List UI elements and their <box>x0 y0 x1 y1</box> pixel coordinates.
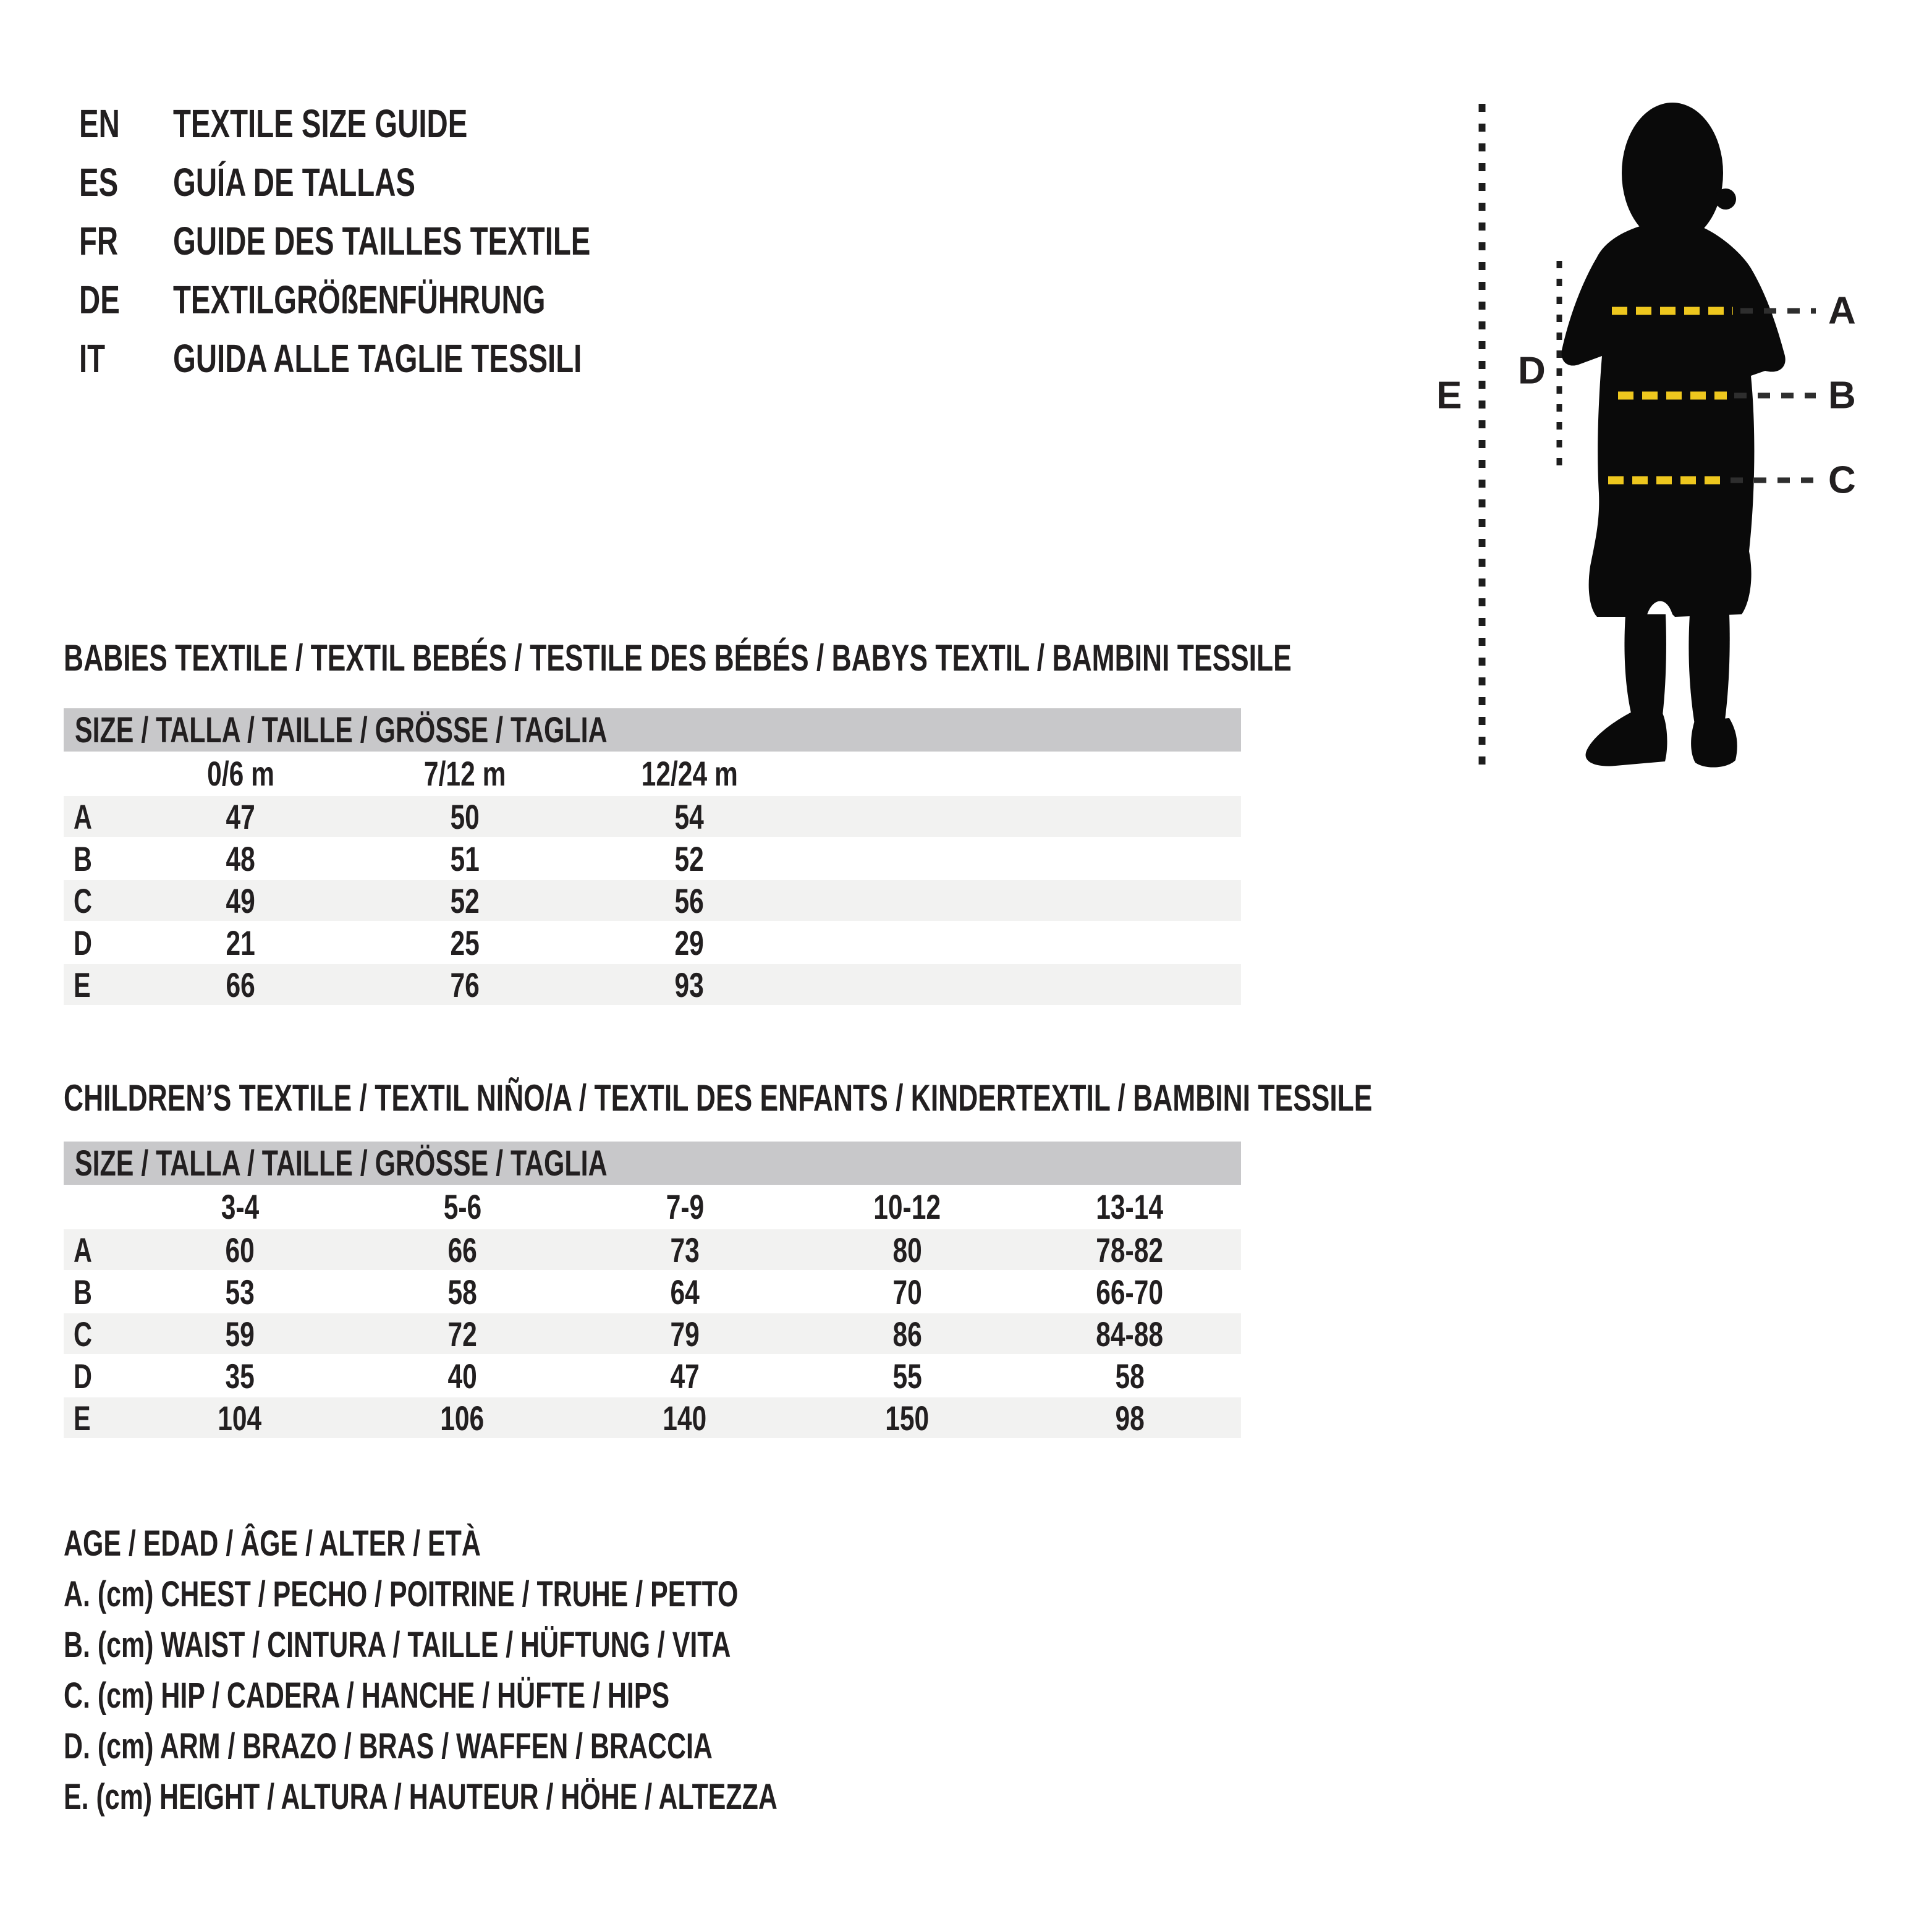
legend-hip: C. (cm) HIP / CADERA / HANCHE / HÜFTE / HIPS <box>64 1675 670 1716</box>
silhouette-right-shoe <box>1691 718 1737 768</box>
figure-label-e: E <box>1436 374 1462 417</box>
babies-col-2: 12/24 m <box>641 753 738 793</box>
lang-title-en: TEXTILE SIZE GUIDE <box>173 101 468 146</box>
babies-row-c: C 49 52 56 <box>64 880 1241 921</box>
lang-row-it <box>79 329 737 388</box>
figure-label-c: C <box>1828 459 1856 502</box>
silhouette-torso-shorts <box>1562 224 1786 617</box>
lang-title-de: TEXTILGRÖßENFÜHRUNG <box>173 277 546 322</box>
babies-row-e: E 66 76 93 <box>64 964 1241 1005</box>
children-row-c: C 59 72 79 86 84-88 <box>64 1313 1241 1354</box>
children-col-0: 3-4 <box>221 1187 259 1226</box>
figure-label-b: B <box>1828 374 1856 417</box>
lang-row-de <box>79 270 737 329</box>
figure-label-a: A <box>1828 289 1856 333</box>
lang-code-de: DE <box>79 277 120 322</box>
legend-height: E. (cm) HEIGHT / ALTURA / HAUTEUR / HÖHE / ALTEZZA <box>64 1776 777 1817</box>
lang-title-it: GUIDA ALLE TAGLIE TESSILI <box>173 336 582 381</box>
language-header <box>79 94 737 388</box>
children-col-2: 7-9 <box>666 1187 704 1226</box>
babies-col-1: 7/12 m <box>424 753 506 793</box>
children-row-a: A 60 66 73 80 78-82 <box>64 1229 1241 1270</box>
lang-row-fr <box>79 211 737 270</box>
lang-code-fr: FR <box>79 218 119 263</box>
lang-code-it: IT <box>79 336 106 381</box>
children-row-e: E 104 106 140 150 98 <box>64 1397 1241 1438</box>
children-section-heading: CHILDREN’S TEXTILE / TEXTIL NIÑO/A / TEXTIL DES ENFANTS / KINDERTEXTIL / BAMBINI TESSILE <box>64 1077 1373 1119</box>
children-size-table <box>64 1142 1241 1438</box>
children-col-4: 13-14 <box>1096 1187 1164 1226</box>
silhouette-left-shoe <box>1586 712 1667 766</box>
lang-row-es <box>79 153 737 211</box>
legend-chest: A. (cm) CHEST / PECHO / POITRINE / TRUHE / PETTO <box>64 1574 739 1614</box>
figure-label-d: D <box>1518 349 1546 392</box>
babies-section-heading: BABIES TEXTILE / TEXTIL BEBÉS / TESTILE DES BÉBÉS / BABYS TEXTIL / BAMBINI TESSILE <box>64 637 1292 679</box>
babies-row-a: A 47 50 54 <box>64 796 1241 837</box>
babies-size-table <box>64 708 1241 1005</box>
measurement-legend <box>64 1518 1028 1822</box>
legend-waist: B. (cm) WAIST / CINTURA / TAILLE / HÜFTUNG / VITA <box>64 1624 731 1665</box>
legend-age: AGE / EDAD / ÂGE / ALTER / ETÀ <box>64 1523 481 1564</box>
children-column-header-row <box>64 1185 1241 1228</box>
children-row-d: D 35 40 47 55 58 <box>74 1356 1145 1396</box>
silhouette-ear <box>1715 189 1736 210</box>
lang-title-fr: GUIDE DES TAILLES TEXTILE <box>173 218 591 263</box>
babies-table-header-bar: SIZE / TALLA / TAILLE / GRÖSSE / TAGLIA <box>64 708 1241 752</box>
babies-col-0: 0/6 m <box>207 753 274 793</box>
children-row-b: B 53 58 64 70 66-70 <box>74 1272 1164 1311</box>
lang-code-es: ES <box>79 159 119 205</box>
children-col-3: 10-12 <box>873 1187 941 1226</box>
children-col-1: 5-6 <box>443 1187 481 1226</box>
lang-title-es: GUÍA DE TALLAS <box>173 159 416 205</box>
babies-row-d: D 21 25 29 <box>74 923 705 962</box>
children-table-header-bar: SIZE / TALLA / TAILLE / GRÖSSE / TAGLIA <box>64 1142 1241 1185</box>
lang-row-en <box>79 94 737 153</box>
babies-row-b: B 48 51 52 <box>74 839 705 878</box>
legend-arm: D. (cm) ARM / BRAZO / BRAS / WAFFEN / BRACCIA <box>64 1726 713 1766</box>
babies-column-header-row <box>64 752 1241 795</box>
lang-code-en: EN <box>79 101 120 146</box>
